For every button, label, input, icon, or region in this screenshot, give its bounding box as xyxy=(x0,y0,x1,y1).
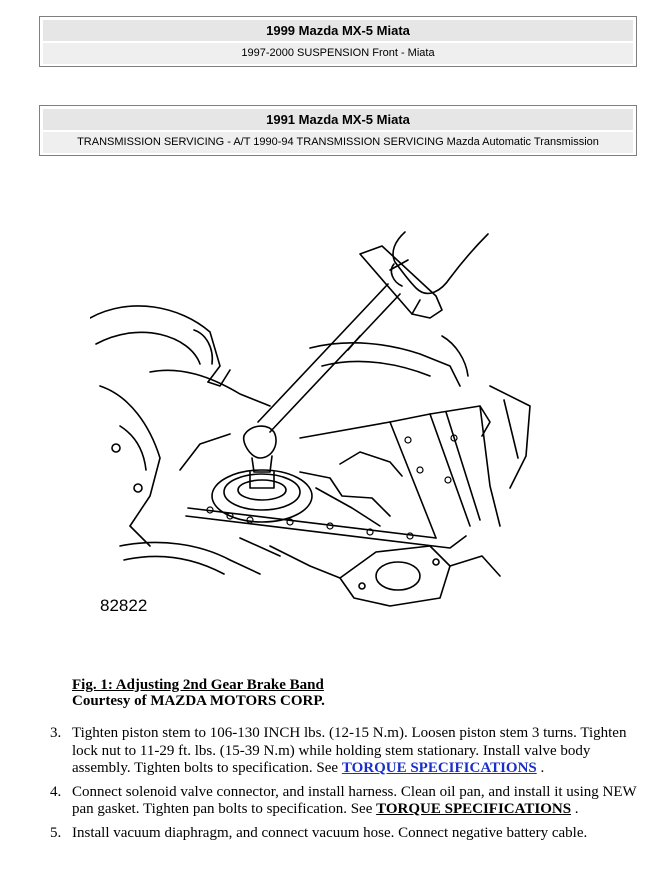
step-number: 3. xyxy=(50,725,62,741)
step-number: 4. xyxy=(50,783,62,800)
figure-credit: Courtesy of MAZDA MOTORS CORP. xyxy=(72,693,325,709)
step-text: Install vacuum diaphragm, and connect vacuum hose. Connect negative battery cable. xyxy=(72,824,588,841)
list-item xyxy=(0,825,671,843)
step-suffix: . xyxy=(571,801,579,817)
list-item xyxy=(0,784,671,819)
header-2-title: 1991 Mazda MX-5 Miata xyxy=(43,109,633,130)
figure-caption: Fig. 1: Adjusting 2nd Gear Brake Band xyxy=(72,677,324,693)
torque-specifications-link[interactable]: TORQUE SPECIFICATIONS xyxy=(341,760,537,776)
list-item xyxy=(0,725,671,778)
procedure-steps xyxy=(0,725,671,848)
article-header-1 xyxy=(39,16,637,67)
header-1-title: 1999 Mazda MX-5 Miata xyxy=(43,20,633,41)
header-1-subtitle: 1997-2000 SUSPENSION Front - Miata xyxy=(43,43,633,64)
figure-number: 82822 xyxy=(100,596,148,615)
step-text: Connect solenoid valve connector, and install harness. Clean oil pan, and install it using NEW pan gasket. Tighten pan bolts to specification. See xyxy=(72,783,637,817)
step-suffix: . xyxy=(536,760,545,776)
article-header-2 xyxy=(39,105,637,156)
torque-specifications-link[interactable]: TORQUE SPECIFICATIONS xyxy=(376,801,572,817)
step-text: Tighten piston stem to 106-130 INCH lbs. (12-15 N.m). Loosen piston stem 3 turns. Tighten lock nut to 11-29 ft. lbs. (15-39 N.m) while holding stem stationary. Install valve body assembly. Tighten bolts to specification. See xyxy=(72,725,627,776)
header-2-subtitle: TRANSMISSION SERVICING - A/T 1990-94 TRANSMISSION SERVICING Mazda Automatic Transmission xyxy=(43,132,633,153)
brake-band-adjustment-illustration xyxy=(90,226,540,626)
step-number: 5. xyxy=(50,824,62,841)
